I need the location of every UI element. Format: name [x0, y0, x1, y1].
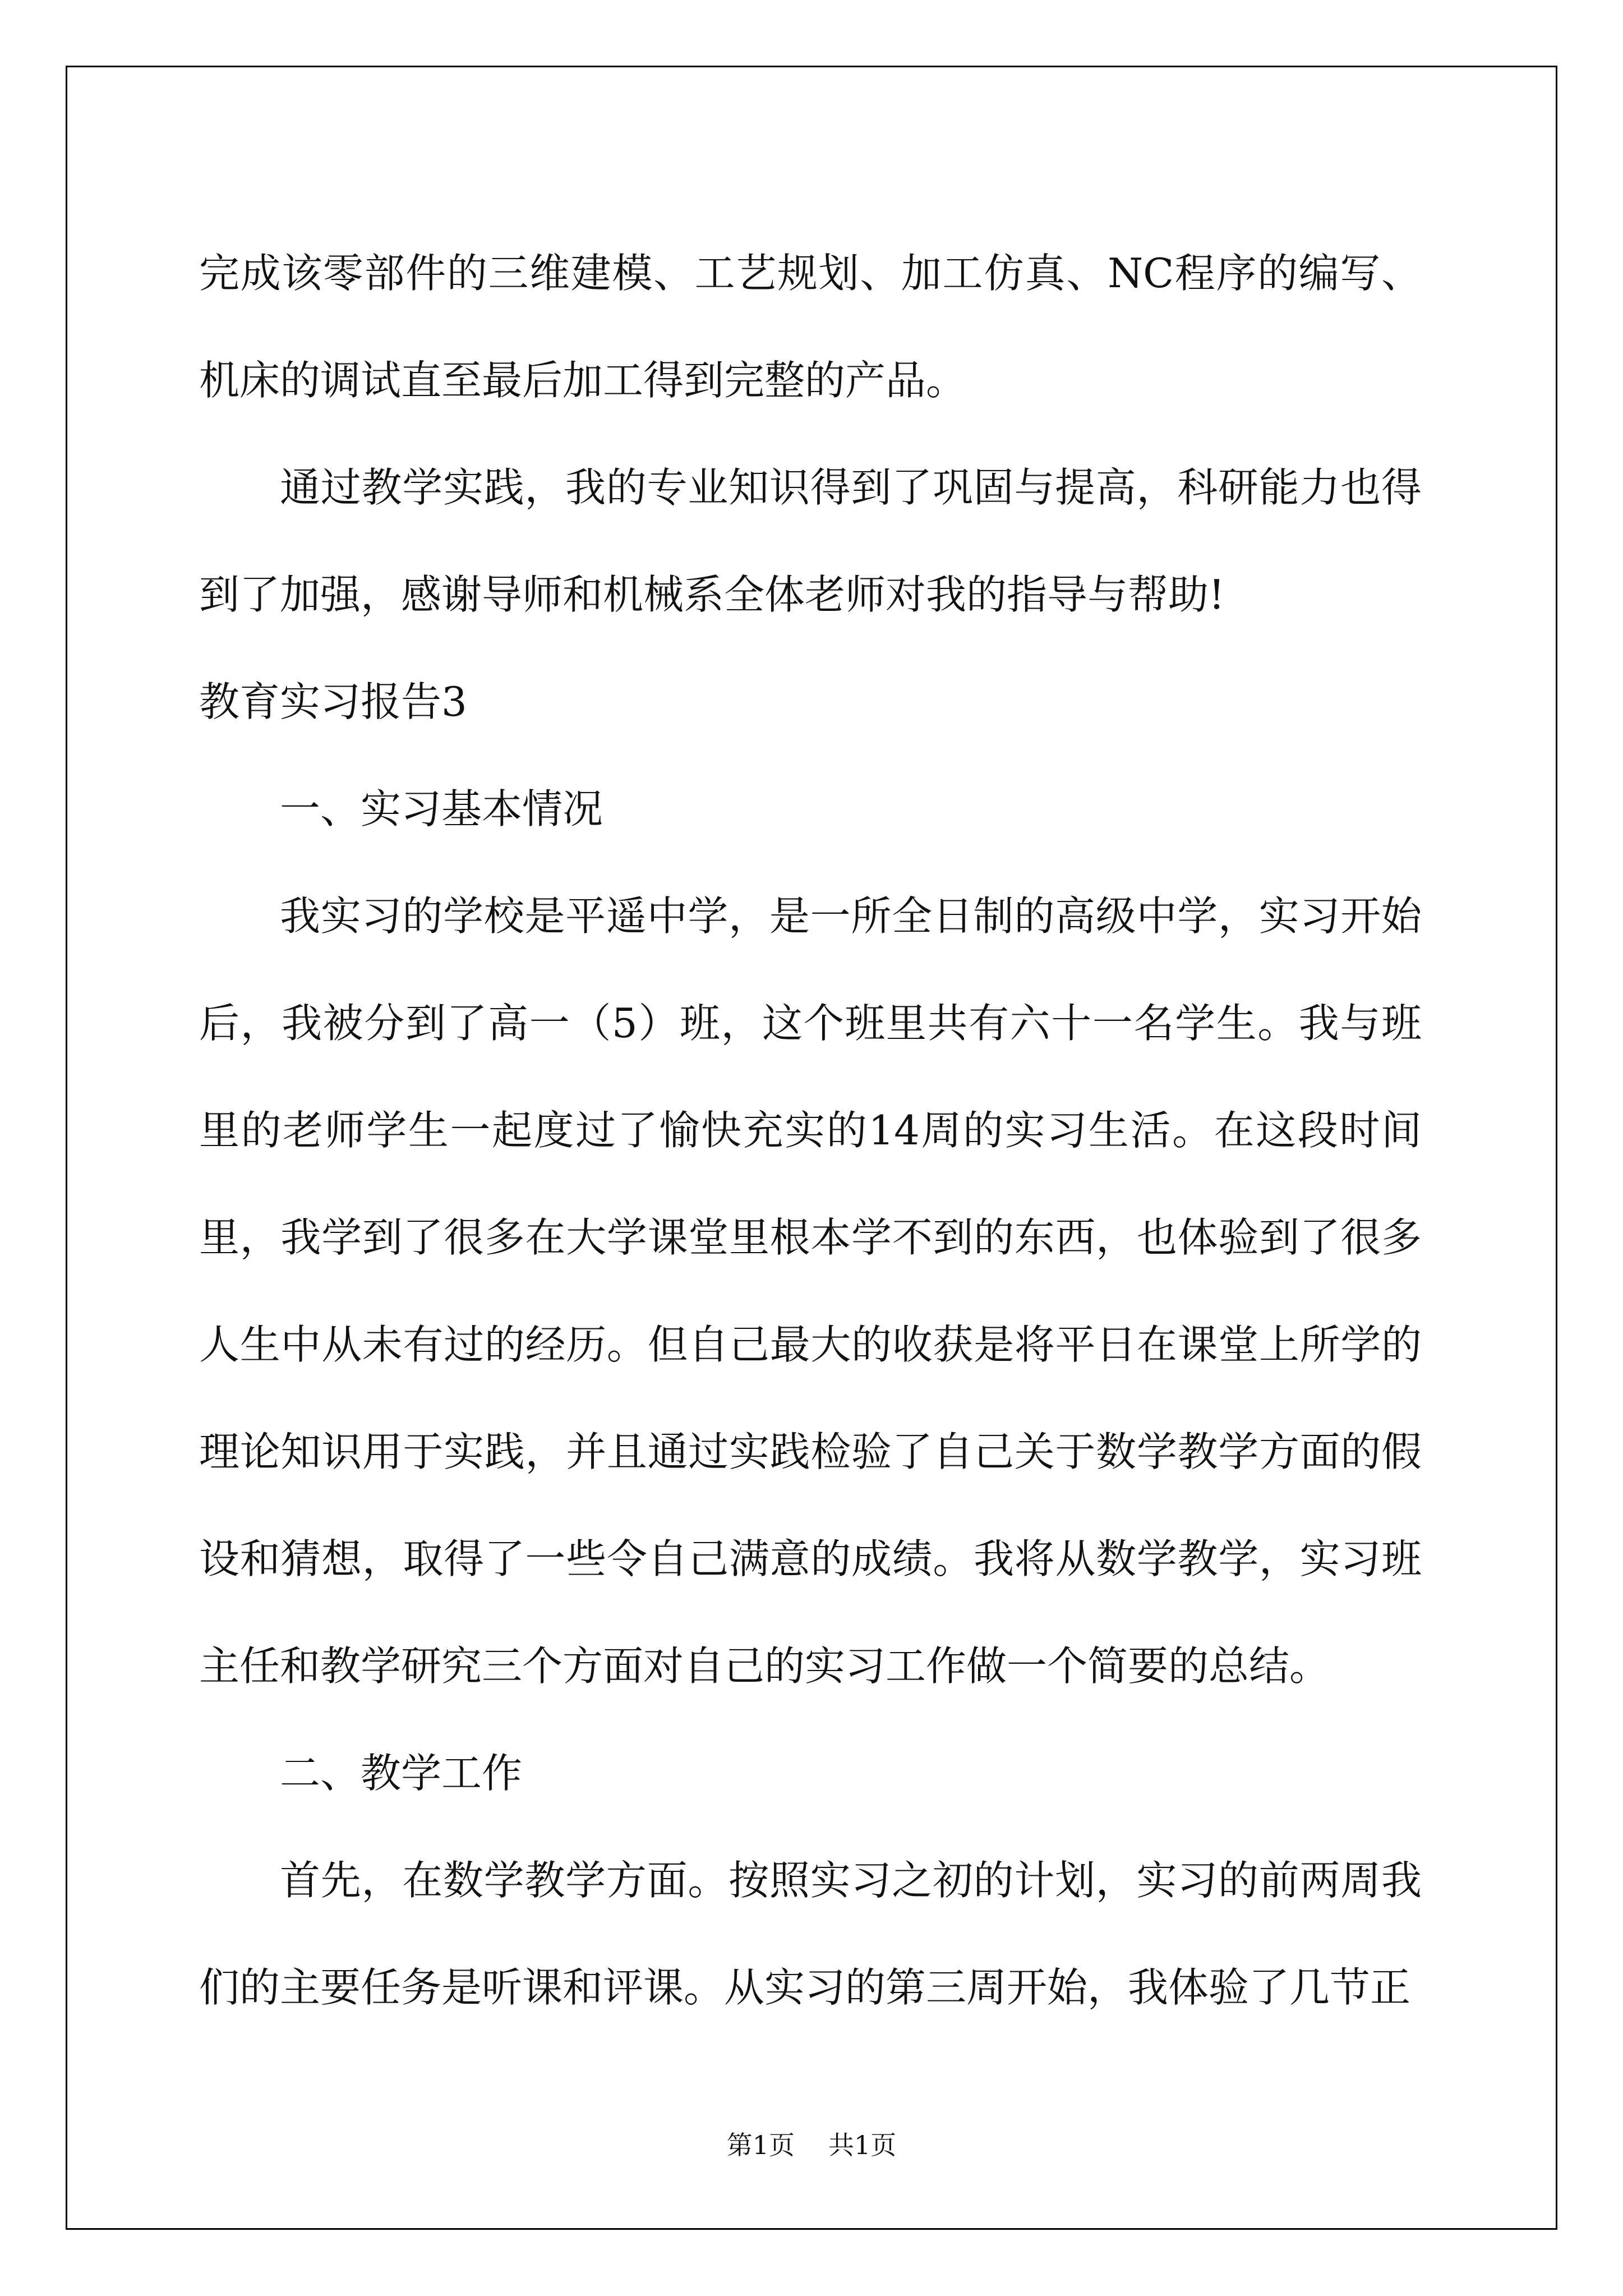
paragraph-1: 完成该零部件的三维建模、工艺规划、加工仿真、NC程序的编写、机床的调试直至最后加工得到完整的产品。 [199, 250, 1422, 404]
document-body [199, 220, 1422, 2041]
paragraph-5: 我实习的学校是平遥中学，是一所全日制的高级中学，实习开始后，我被分到了高一（5）班，这个班里共有六十一名学生。我与班里的老师学生一起度过了愉快充实的14周的实习生活。在这段时间里，我学到了很多在大学课堂里根本学不到的东西，也体验到了很多人生中从未有过的经历。但自己最大的收获是将平日在课堂上所学的理论知识用于实践，并且通过实践检验了自己关于数学教学方面的假设和猜想，取得了一些令自己满意的成绩。我将从数学教学，实习班主任和教学研究三个方面对自己的实习工作做一个简要的总结。 [199, 892, 1422, 1690]
page-footer [0, 2128, 1623, 2162]
paragraph-2: 通过教学实践，我的专业知识得到了巩固与提高，科研能力也得到了加强，感谢导师和机械系全体老师对我的指导与帮助! [199, 464, 1422, 618]
page-total: 共1页 [828, 2130, 897, 2160]
heading-basic-situation: 一、实习基本情况 [280, 785, 603, 832]
paragraph-7: 首先，在数学教学方面。按照实习之初的计划，实习的前两周我们的主要任务是听课和评课。从实习的第三周开始，我体验了几节正 [199, 1857, 1422, 2011]
page-number: 第1页 [726, 2130, 795, 2160]
section-title: 教育实习报告3 [199, 678, 467, 725]
heading-teaching-work: 二、教学工作 [280, 1750, 523, 1797]
